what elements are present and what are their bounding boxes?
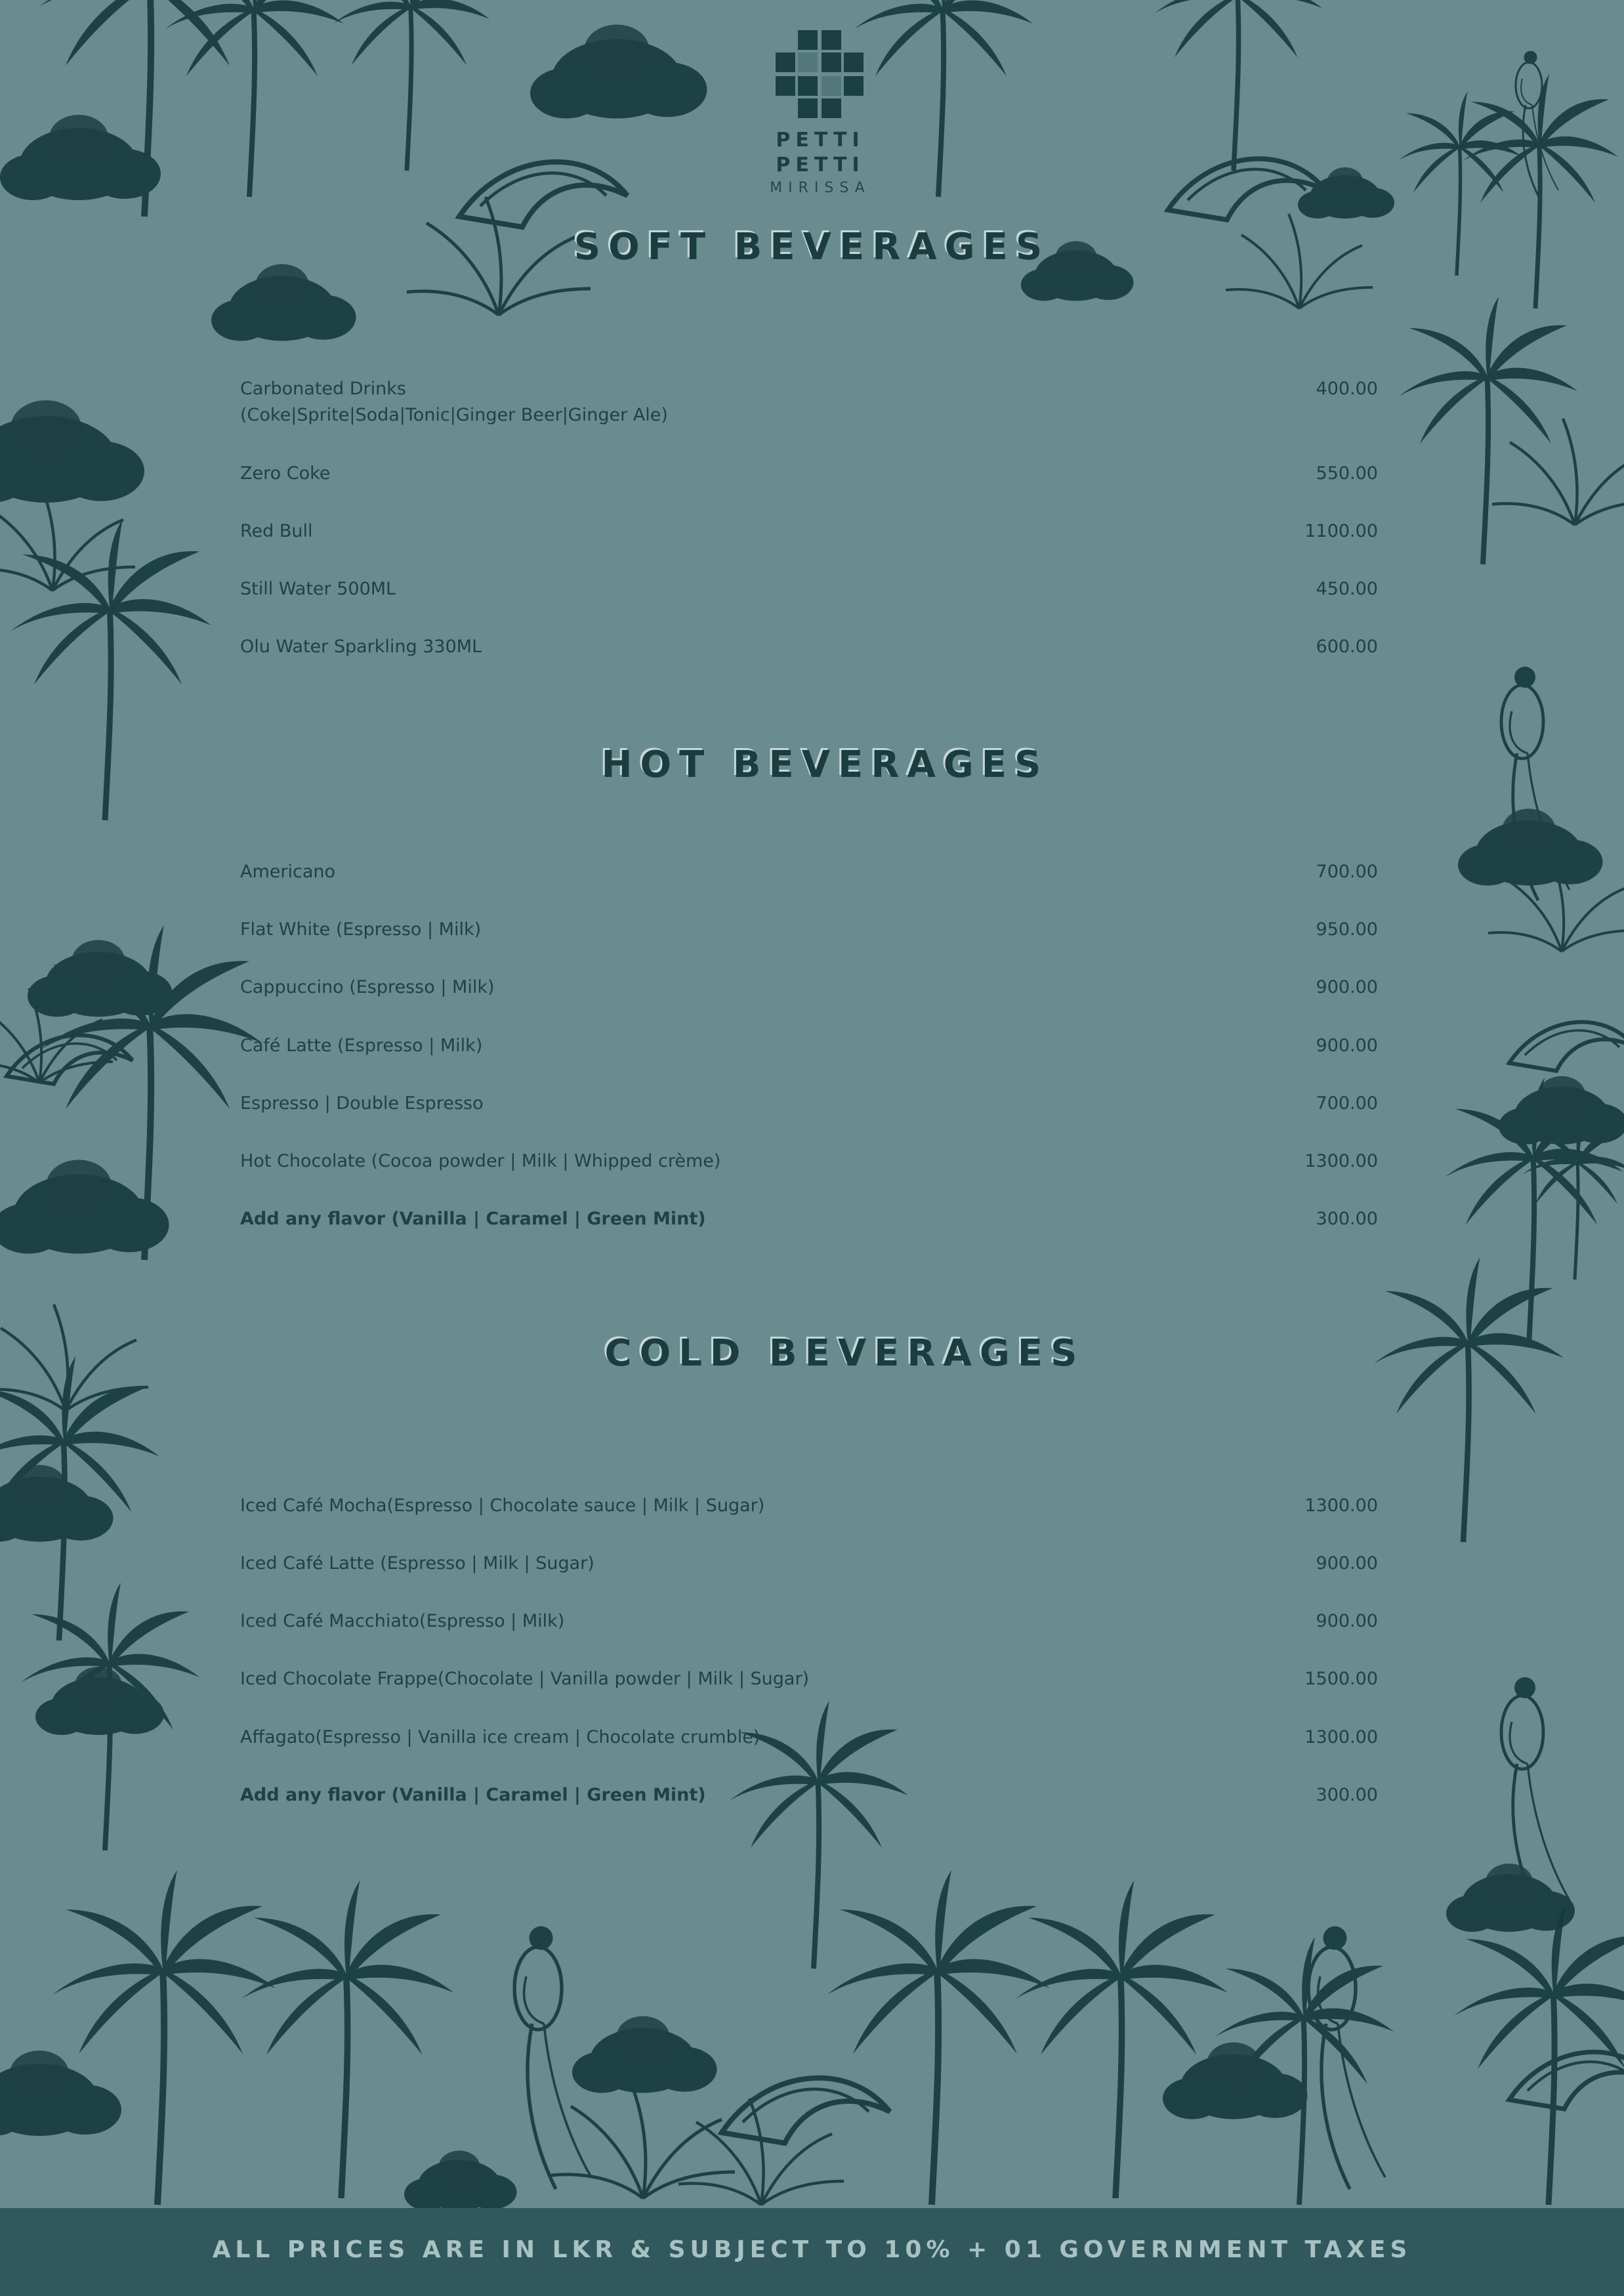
item-price: 900.00 bbox=[1316, 1553, 1378, 1574]
item-name: Carbonated Drinks bbox=[240, 379, 406, 399]
soft-beverages-heading: SOFT BEVERAGES bbox=[573, 226, 1051, 268]
item-name: Affagato(Espresso | Vanilla ice cream | Chocolate crumble) bbox=[240, 1727, 760, 1747]
item-name: Add any flavor (Vanilla | Caramel | Green Mint) bbox=[240, 1785, 706, 1805]
item-name: Café Latte (Espresso | Milk) bbox=[240, 1035, 483, 1056]
item-name: Add any flavor (Vanilla | Caramel | Green Mint) bbox=[240, 1209, 706, 1229]
footer-band bbox=[0, 2208, 1624, 2296]
item-name: Flat White (Espresso | Milk) bbox=[240, 919, 482, 940]
item-name: Hot Chocolate (Cocoa powder | Milk | Whipped crème) bbox=[240, 1151, 721, 1171]
logo-text-line-2: PETTI bbox=[776, 154, 865, 177]
item-name: Olu Water Sparkling 330ML bbox=[240, 637, 482, 657]
item-name: Iced Café Macchiato(Espresso | Milk) bbox=[240, 1611, 565, 1631]
item-name: Iced Café Latte (Espresso | Milk | Sugar) bbox=[240, 1553, 594, 1574]
item-name: Still Water 500ML bbox=[240, 579, 396, 599]
item-detail: (Coke|Sprite|Soda|Tonic|Ginger Beer|Ginger Ale) bbox=[240, 405, 668, 425]
cold-beverages-heading: COLD BEVERAGES bbox=[604, 1332, 1085, 1375]
logo-text-line-1: PETTI bbox=[776, 129, 865, 152]
item-price: 1300.00 bbox=[1304, 1151, 1378, 1171]
item-price: 950.00 bbox=[1316, 919, 1378, 940]
item-price: 700.00 bbox=[1316, 1093, 1378, 1114]
item-price: 900.00 bbox=[1316, 1611, 1378, 1631]
item-name: Red Bull bbox=[240, 521, 313, 541]
item-price: 400.00 bbox=[1316, 379, 1378, 399]
item-price: 600.00 bbox=[1316, 637, 1378, 657]
item-price: 1300.00 bbox=[1304, 1495, 1378, 1516]
item-price: 300.00 bbox=[1316, 1209, 1378, 1229]
item-name: Iced Chocolate Frappe(Chocolate | Vanilla powder | Milk | Sugar) bbox=[240, 1669, 810, 1689]
item-price: 900.00 bbox=[1316, 977, 1378, 997]
item-price: 700.00 bbox=[1316, 862, 1378, 882]
price-disclaimer: ALL PRICES ARE IN LKR & SUBJECT TO 10% + 01 GOVERNMENT TAXES bbox=[212, 2236, 1412, 2263]
item-name: Iced Café Mocha(Espresso | Chocolate sauce | Milk | Sugar) bbox=[240, 1495, 765, 1516]
logo-mark-icon bbox=[776, 30, 864, 118]
item-price: 900.00 bbox=[1316, 1035, 1378, 1056]
petti-petti-logo bbox=[748, 30, 892, 201]
item-price: 1500.00 bbox=[1304, 1669, 1378, 1689]
hot-beverages-heading: HOT BEVERAGES bbox=[601, 743, 1049, 786]
item-name: Americano bbox=[240, 862, 336, 882]
item-name: Zero Coke bbox=[240, 463, 331, 484]
item-price: 550.00 bbox=[1316, 463, 1378, 484]
item-price: 1100.00 bbox=[1304, 521, 1378, 541]
item-price: 450.00 bbox=[1316, 579, 1378, 599]
item-price: 300.00 bbox=[1316, 1785, 1378, 1805]
item-name: Espresso | Double Espresso bbox=[240, 1093, 484, 1114]
item-price: 1300.00 bbox=[1304, 1727, 1378, 1747]
item-name: Cappuccino (Espresso | Milk) bbox=[240, 977, 495, 997]
logo-text-line-3: MIRISSA bbox=[770, 180, 871, 196]
